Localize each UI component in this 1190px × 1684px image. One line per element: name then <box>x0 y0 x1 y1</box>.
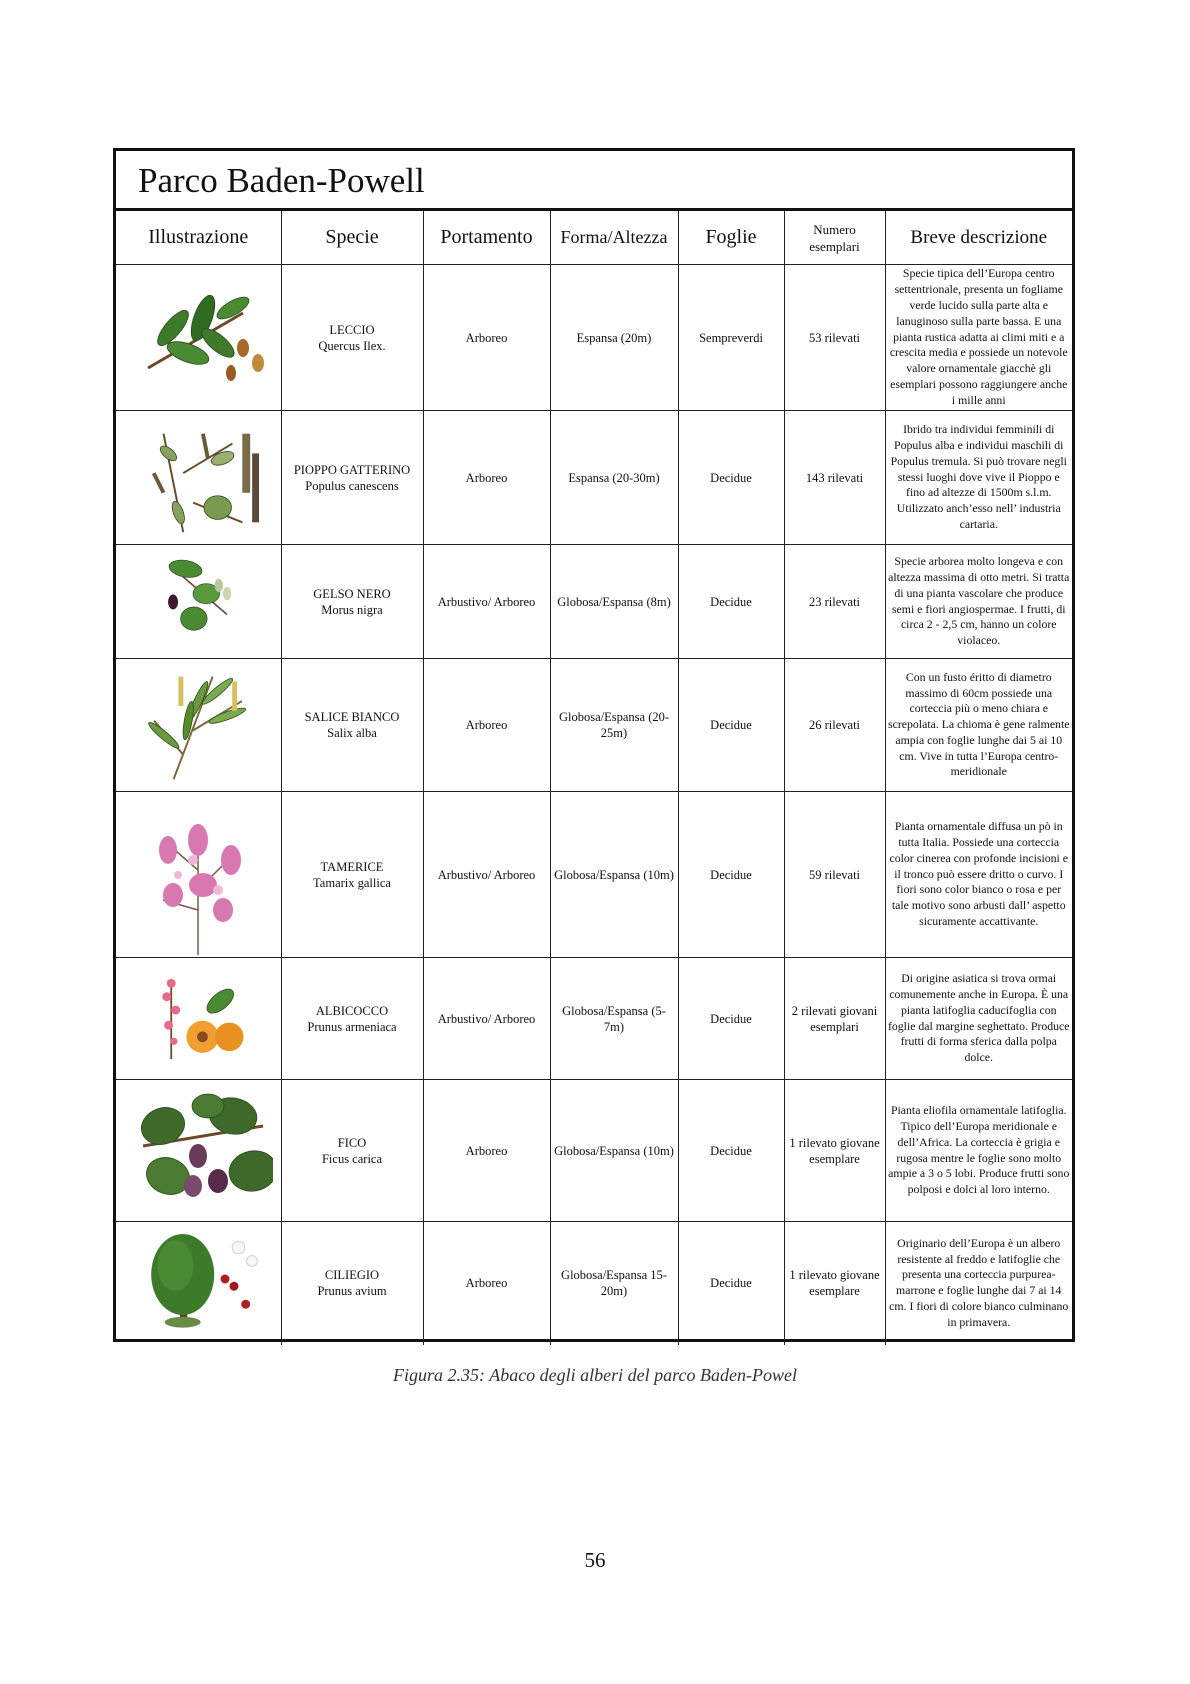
numero-esemplari-cell: 1 rilevato giovane esemplare <box>784 1222 885 1345</box>
page-number: 56 <box>584 1548 606 1572</box>
table-row <box>116 659 1072 792</box>
numero-esemplari-cell: 53 rilevati <box>784 265 885 411</box>
species-cell <box>281 659 423 792</box>
ciliegio-illustration-icon <box>123 1225 273 1342</box>
numero-esemplari-cell: 2 rilevati giovani esemplari <box>784 958 885 1080</box>
foglie-cell: Decidue <box>678 659 784 792</box>
header-portamento: Portamento <box>423 211 550 265</box>
table-row <box>116 1222 1072 1345</box>
descrizione-cell: Specie tipica dell’Europa centro settentrionale, presenta un fogliame verde lucido sulla parte alta e lanuginoso sulla parte bassa. E una pianta rustica adatta ai climi miti e a crescita media e possiede un notevole valore ornamentale giacchè gli esemplari possono raggiungere anche i mille anni <box>885 265 1072 411</box>
table-row <box>116 265 1072 411</box>
header-row <box>116 211 1072 265</box>
forma-altezza-cell: Globosa/Espansa (5-7m) <box>550 958 678 1080</box>
species-common-name: PIOPPO GATTERINO <box>293 462 411 477</box>
species-cell <box>281 958 423 1080</box>
species-cell <box>281 1222 423 1345</box>
portamento-cell: Arboreo <box>423 411 550 545</box>
header-specie: Specie <box>281 211 423 265</box>
species-common-name: CILIEGIO <box>324 1268 380 1283</box>
species-latin-name: Prunus avium <box>317 1284 387 1299</box>
descrizione-cell: Pianta ornamentale diffusa un pò in tutta Italia. Possiede una corteccia color cinerea con profonde incisioni e il tronco può essere dritto o curvo. I fiori sono color bianco o rosa e per tale motivo sono arbusti dall’ aspetto sicuramente accattivante. <box>885 792 1072 958</box>
foglie-cell: Decidue <box>678 545 784 659</box>
species-common-name: ALBICOCCO <box>315 1003 389 1018</box>
leccio-illustration-icon <box>123 268 273 408</box>
portamento-cell: Arbustivo/ Arboreo <box>423 545 550 659</box>
table-row <box>116 545 1072 659</box>
descrizione-cell: Ibrido tra individui femminili di Populus alba e individui maschili di Populus tremula. Si può trovare negli stessi luoghi dove vive il Pioppo e fino ad altezze di 1500m s.l.m. Utilizzato anch’esso nell’ industria cartaria. <box>885 411 1072 545</box>
illustration-cell <box>116 1080 281 1222</box>
forma-altezza-cell: Globosa/Espansa 15-20m) <box>550 1222 678 1345</box>
forma-altezza-cell: Espansa (20-30m) <box>550 411 678 545</box>
portamento-cell: Arboreo <box>423 1222 550 1345</box>
table-row <box>116 792 1072 958</box>
albicocco-illustration-icon <box>123 961 273 1077</box>
foglie-cell: Decidue <box>678 792 784 958</box>
table-title: Parco Baden-Powell <box>116 151 1072 211</box>
foglie-cell: Decidue <box>678 1080 784 1222</box>
species-common-name: LECCIO <box>329 322 375 337</box>
portamento-cell: Arboreo <box>423 1080 550 1222</box>
descrizione-cell: Originario dell’Europa è un albero resistente al freddo e latifoglie che presenta una corteccia purpurea-marrone e foglie lunghe dai 7 ai 14 cm. I fiori di colore bianco culminano in primavera. <box>885 1222 1072 1345</box>
illustration-cell <box>116 1222 281 1345</box>
header-illustrazione: Illustrazione <box>116 211 281 265</box>
portamento-cell: Arbustivo/ Arboreo <box>423 792 550 958</box>
table-row <box>116 1080 1072 1222</box>
forma-altezza-cell: Globosa/Espansa (10m) <box>550 1080 678 1222</box>
foglie-cell: Decidue <box>678 958 784 1080</box>
species-latin-name: Salix alba <box>327 726 377 740</box>
numero-esemplari-cell: 59 rilevati <box>784 792 885 958</box>
forma-altezza-cell: Globosa/Espansa (20-25m) <box>550 659 678 792</box>
species-latin-name: Morus nigra <box>321 602 383 617</box>
foglie-cell: Decidue <box>678 1222 784 1345</box>
descrizione-cell: Pianta eliofila ornamentale latifoglia. Tipico dell’Europa meridionale e dell’Africa. La corteccia è grigia e rugosa mentre le foglie sono molto ampie a 3 o 5 lobi. Produce frutti sono polposi e dolci al loro interno. <box>885 1080 1072 1222</box>
species-cell <box>281 265 423 411</box>
descrizione-cell: Specie arborea molto longeva e con altezza massima di otto metri. Si tratta di una pianta vascolare che produce semi e fiori angiospermae. I frutti, di circa 2 - 2,5 cm, hanno un colore violaceo. <box>885 545 1072 659</box>
species-latin-name: Quercus Ilex. <box>318 338 386 353</box>
header-foglie: Foglie <box>678 211 784 265</box>
illustration-cell <box>116 659 281 792</box>
salice-bianco-illustration-icon <box>123 662 273 789</box>
species-cell <box>281 1080 423 1222</box>
fico-illustration-icon <box>123 1083 273 1219</box>
species-latin-name: Tamarix gallica <box>313 875 391 890</box>
species-common-name: TAMERICE <box>320 859 384 874</box>
table-row <box>116 958 1072 1080</box>
illustration-cell <box>116 792 281 958</box>
forma-altezza-cell: Globosa/Espansa (10m) <box>550 792 678 958</box>
species-cell <box>281 545 423 659</box>
numero-esemplari-cell: 26 rilevati <box>784 659 885 792</box>
gelso-nero-illustration-icon <box>123 548 273 656</box>
numero-esemplari-cell: 23 rilevati <box>784 545 885 659</box>
header-breve-descrizione: Breve descrizione <box>885 211 1072 265</box>
illustration-cell <box>116 265 281 411</box>
species-latin-name: Prunus armeniaca <box>307 1019 397 1034</box>
portamento-cell: Arboreo <box>423 659 550 792</box>
tamerice-illustration-icon <box>123 795 273 955</box>
numero-esemplari-cell: 143 rilevati <box>784 411 885 545</box>
illustration-cell <box>116 411 281 545</box>
forma-altezza-cell: Globosa/Espansa (8m) <box>550 545 678 659</box>
tree-table-frame <box>113 148 1075 1342</box>
descrizione-cell: Con un fusto éritto di diametro massimo di 60cm possiede una corteccia più o meno chiara e screpolata. La chioma è gene ralmente ampia con foglie lunghe dai 5 ai 10 cm. Vive in tutta l’Europa centro-meridionale <box>885 659 1072 792</box>
species-common-name: SALICE BIANCO <box>304 710 400 724</box>
numero-esemplari-cell: 1 rilevato giovane esemplare <box>784 1080 885 1222</box>
species-cell <box>281 792 423 958</box>
forma-altezza-cell: Espansa (20m) <box>550 265 678 411</box>
portamento-cell: Arboreo <box>423 265 550 411</box>
species-latin-name: Ficus carica <box>321 1151 383 1166</box>
species-cell <box>281 411 423 545</box>
illustration-cell <box>116 958 281 1080</box>
foglie-cell: Decidue <box>678 411 784 545</box>
header-numero-esemplari: Numero esemplari <box>784 211 885 265</box>
illustration-cell <box>116 545 281 659</box>
species-common-name: FICO <box>337 1135 367 1150</box>
figure-caption: Figura 2.35: Abaco degli alberi del parco Baden-Powel <box>393 1365 797 1385</box>
portamento-cell: Arbustivo/ Arboreo <box>423 958 550 1080</box>
foglie-cell: Sempreverdi <box>678 265 784 411</box>
descrizione-cell: Di origine asiatica si trova ormai comunemente anche in Europa. È una pianta latifoglia caducifoglia con foglie dal margine seghettato. Produce frutti di forma sferica dalla polpa dolce. <box>885 958 1072 1080</box>
pioppo-gatterino-illustration-icon <box>123 414 273 542</box>
table-row <box>116 411 1072 545</box>
tree-abacus-table <box>116 211 1072 1345</box>
species-common-name: GELSO NERO <box>313 586 391 601</box>
species-latin-name: Populus canescens <box>305 478 399 493</box>
header-forma-altezza: Forma/Altezza <box>550 211 678 265</box>
